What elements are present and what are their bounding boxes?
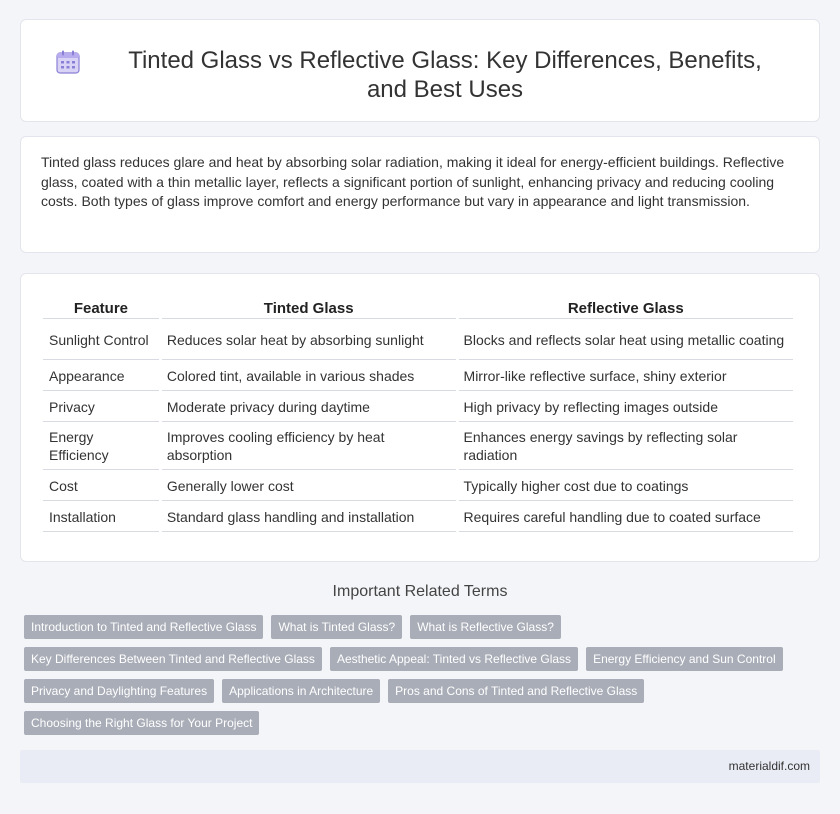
related-term-tag[interactable]: What is Reflective Glass?: [410, 615, 561, 639]
table-row: [43, 319, 793, 360]
table-cell: Energy Efficiency: [43, 422, 159, 470]
comparison-table: [40, 296, 796, 532]
related-term-tag[interactable]: Applications in Architecture: [222, 679, 380, 703]
intro-paragraph: Tinted glass reduces glare and heat by absorbing solar radiation, making it ideal for energy-efficient buildings. Reflective glass, coated with a thin metallic layer, reflects a significant portion of sunlight, enhancing privacy and reducing cooling costs. Both types of glass improve comfort and energy performance but vary in appearance and light transmission.: [41, 154, 785, 209]
related-term-tag[interactable]: Privacy and Daylighting Features: [24, 679, 214, 703]
table-row: [43, 501, 793, 532]
intro-card: [20, 136, 820, 253]
title-row: [21, 20, 819, 104]
table-cell: Sunlight Control: [43, 319, 159, 360]
related-term-tag[interactable]: Aesthetic Appeal: Tinted vs Reflective Glass: [330, 647, 578, 671]
related-term-tag[interactable]: Introduction to Tinted and Reflective Glass: [24, 615, 263, 639]
footer-site-link[interactable]: materialdif.com: [728, 759, 810, 773]
table-row: [43, 470, 793, 501]
table-cell: High privacy by reflecting images outside: [459, 391, 793, 422]
column-header-tinted: Tinted Glass: [162, 296, 456, 319]
related-term-tag[interactable]: Energy Efficiency and Sun Control: [586, 647, 783, 671]
related-terms-title: Important Related Terms: [332, 583, 508, 600]
table-cell: Blocks and reflects solar heat using metallic coating: [459, 319, 793, 360]
table-cell: Moderate privacy during daytime: [162, 391, 456, 422]
table-cell: Requires careful handling due to coated surface: [459, 501, 793, 532]
page-title: Tinted Glass vs Reflective Glass: Key Differences, Benefits, and Best Uses: [128, 47, 762, 103]
footer: [20, 750, 820, 783]
table-cell: Reduces solar heat by absorbing sunlight: [162, 319, 456, 360]
table-cell: Appearance: [43, 360, 159, 391]
comparison-table-card: [20, 273, 820, 562]
related-term-tag[interactable]: Pros and Cons of Tinted and Reflective Glass: [388, 679, 644, 703]
related-term-tag[interactable]: Key Differences Between Tinted and Reflective Glass: [24, 647, 322, 671]
table-cell: Mirror-like reflective surface, shiny exterior: [459, 360, 793, 391]
related-term-tag[interactable]: Choosing the Right Glass for Your Project: [24, 711, 259, 735]
table-cell: Cost: [43, 470, 159, 501]
table-cell: Standard glass handling and installation: [162, 501, 456, 532]
table-row: [43, 360, 793, 391]
calendar-icon: [55, 49, 81, 75]
related-terms-list: [24, 615, 804, 735]
table-cell: Generally lower cost: [162, 470, 456, 501]
header-card: [20, 19, 820, 122]
table-header-row: [43, 296, 793, 319]
column-header-feature: Feature: [43, 296, 159, 319]
table-cell: Colored tint, available in various shades: [162, 360, 456, 391]
table-cell: Installation: [43, 501, 159, 532]
column-header-reflective: Reflective Glass: [459, 296, 793, 319]
table-cell: Improves cooling efficiency by heat absorption: [162, 422, 456, 470]
related-term-tag[interactable]: What is Tinted Glass?: [271, 615, 402, 639]
table-cell: Privacy: [43, 391, 159, 422]
table-cell: Enhances energy savings by reflecting solar radiation: [459, 422, 793, 470]
table-row: [43, 422, 793, 470]
table-cell: Typically higher cost due to coatings: [459, 470, 793, 501]
table-row: [43, 391, 793, 422]
